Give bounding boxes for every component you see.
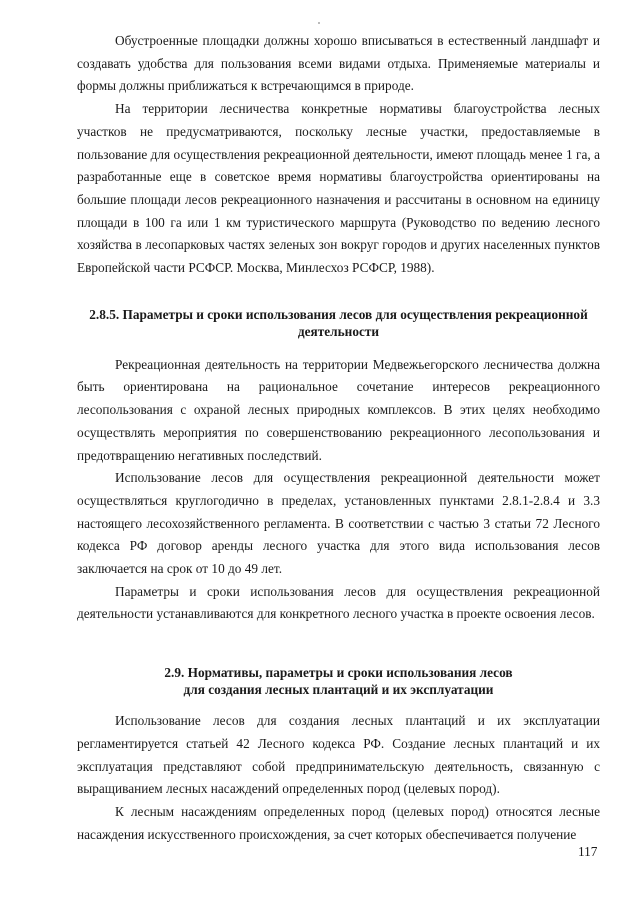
section-heading-2-9-line2: для создания лесных плантаций и их эксплуатации: [183, 682, 494, 698]
page-number: 117: [578, 844, 598, 859]
paragraph-plantations-species: К лесным насаждениям определенных пород (целевых пород) относятся лесные насаждения искусственного происхождения, за счет которых обеспечивается получение: [77, 803, 600, 842]
section-heading-2-9-line1: 2.9. Нормативы, параметры и сроки использования лесов: [164, 665, 513, 681]
section-heading-2-9: [77, 664, 600, 698]
paragraph-norms: На территории лесничества конкретные нормативы благоустройства лесных участков не предусматриваются, поскольку лесные участки, предоставляемые в пользование для осуществления рекреационной деятельности, имеют площадь менее 1 га, а разработанные еще в советское время нормативы благоустройства ориентированы на большие площади лесов рекреационного назначения и рассчитаны в основном на единицу площади в 100 га или 1 км туристического маршрута (Руководство по ведению лесного хозяйства в лесопарковых частях зеленых зон вокруг городов и других населенных пунктов Европейской части РСФСР. Москва, Минлесхоз РСФСР, 1988).: [77, 101, 600, 276]
scan-mark: [318, 22, 320, 24]
paragraph-recreation-terms: Использование лесов для осуществления рекреационной деятельности может осуществляться круглогодично в пределах, установленных пунктами 2.8.1-2.8.4 и 3.3 настоящего лесохозяйственного регламента. В соответствии с частью 3 статьи 72 Лесного кодекса РФ договор аренды лесного участка для этого вида использования лесов заключается на срок от 10 до 49 лет.: [77, 470, 600, 577]
page-content: [77, 30, 600, 846]
section-heading-2-8-5: 2.8.5. Параметры и сроки использования лесов для осуществления рекреационной деятельности: [89, 306, 588, 339]
paragraph-landscape: Обустроенные площадки должны хорошо вписываться в естественный ландшафт и создавать удобства для пользования всеми видами отдыха. Применяемые материалы и формы должны приближаться к встречающимся в природе.: [77, 33, 600, 94]
paragraph-recreation-parameters: Параметры и сроки использования лесов для осуществления рекреационной деятельности устанавливаются для конкретного лесного участка в проекте освоения лесов.: [77, 583, 600, 622]
paragraph-plantations-usage: Использование лесов для создания лесных плантаций и их эксплуатации регламентируется статьей 42 Лесного кодекса РФ. Создание лесных плантаций и их эксплуатация представляют собой предпринимательскую деятельность, связанную с выращиванием лесных насаждений определенных пород (целевых пород).: [77, 713, 600, 797]
paragraph-recreation-orientation: Рекреационная деятельность на территории Медвежьегорского лесничества должна быть ориентирована на рациональное сочетание интересов рекреационного лесопользования с охраной лесных природных комплексов. В этих целях необходимо осуществлять мероприятия по совершенствованию рекреационного лесопользования и предотвращению негативных последствий.: [77, 356, 600, 463]
